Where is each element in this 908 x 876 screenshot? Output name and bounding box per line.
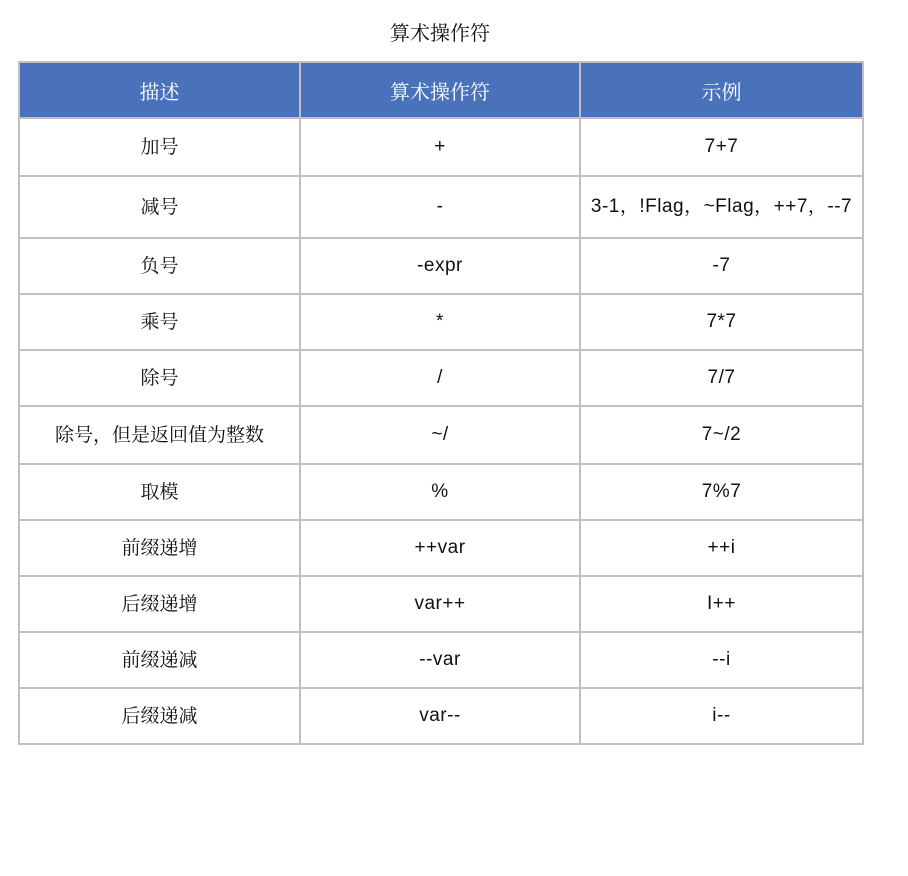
column-header-description: 描述: [19, 62, 300, 118]
cell-example: I++: [580, 576, 863, 632]
cell-example: ++i: [580, 520, 863, 576]
table-row: [19, 688, 863, 744]
table-row: [19, 294, 863, 350]
table-row: [19, 406, 863, 464]
cell-example: -7: [580, 238, 863, 294]
table-row: [19, 520, 863, 576]
cell-description: 后缀递减: [19, 688, 300, 744]
table-row: [19, 118, 863, 176]
cell-operator: %: [300, 464, 580, 520]
cell-example: 7*7: [580, 294, 863, 350]
cell-operator: -expr: [300, 238, 580, 294]
cell-description: 负号: [19, 238, 300, 294]
cell-operator: /: [300, 350, 580, 406]
column-header-example: 示例: [580, 62, 863, 118]
table-caption: 算术操作符: [390, 21, 490, 45]
cell-description: 后缀递增: [19, 576, 300, 632]
table-row: [19, 350, 863, 406]
cell-example: 7%7: [580, 464, 863, 520]
table-row: [19, 464, 863, 520]
cell-example: 3-1，!Flag，~Flag，++7，--7: [580, 176, 863, 238]
cell-description: 加号: [19, 118, 300, 176]
cell-operator: var--: [300, 688, 580, 744]
cell-operator: ~/: [300, 406, 580, 464]
cell-description: 前缀递减: [19, 632, 300, 688]
arithmetic-operators-table: [18, 61, 864, 745]
table-row: [19, 176, 863, 238]
table-row: [19, 238, 863, 294]
cell-example: 7~/2: [580, 406, 863, 464]
cell-operator: ++var: [300, 520, 580, 576]
column-header-operator: 算术操作符: [300, 62, 580, 118]
cell-description: 前缀递增: [19, 520, 300, 576]
table-row: [19, 632, 863, 688]
table-header-row: [19, 62, 863, 118]
cell-example: --i: [580, 632, 863, 688]
cell-example: 7/7: [580, 350, 863, 406]
cell-description: 取模: [19, 464, 300, 520]
cell-description: 减号: [19, 176, 300, 238]
cell-operator: --var: [300, 632, 580, 688]
cell-operator: var++: [300, 576, 580, 632]
cell-description: 乘号: [19, 294, 300, 350]
cell-description: 除号，但是返回值为整数: [19, 406, 300, 464]
table-row: [19, 576, 863, 632]
cell-example: 7+7: [580, 118, 863, 176]
cell-operator: -: [300, 176, 580, 238]
cell-description: 除号: [19, 350, 300, 406]
cell-operator: +: [300, 118, 580, 176]
cell-example: i--: [580, 688, 863, 744]
cell-operator: *: [300, 294, 580, 350]
